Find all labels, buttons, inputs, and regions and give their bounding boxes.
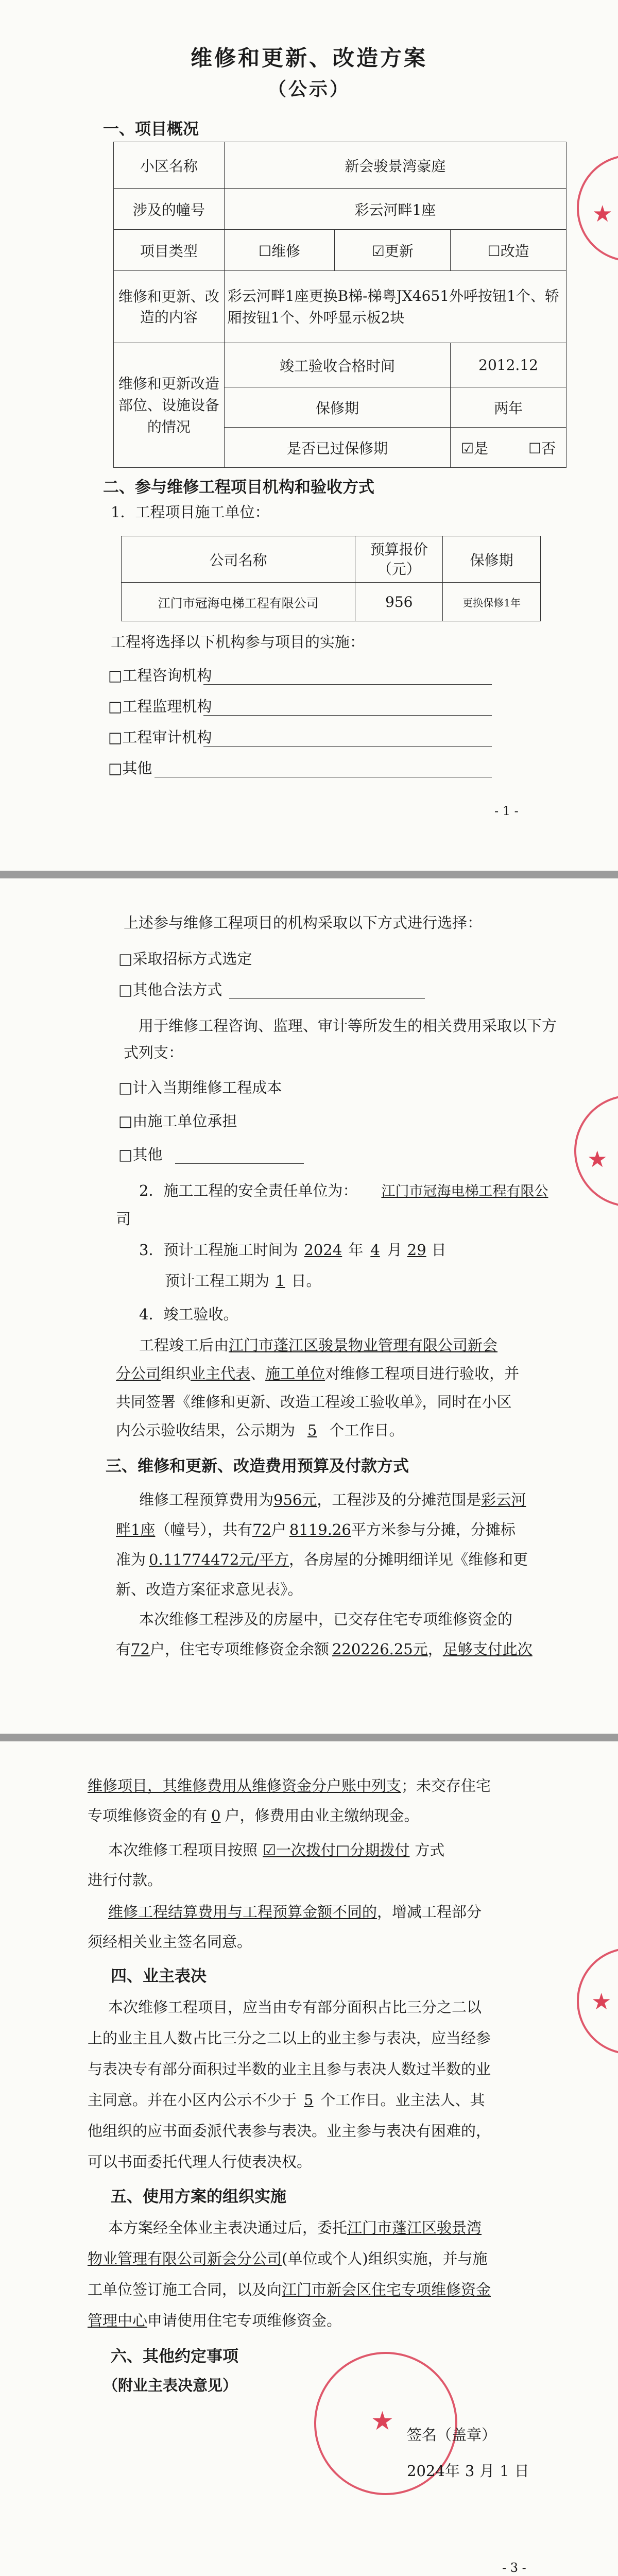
fund-line-2 (116, 1636, 533, 1663)
fee-line-2 (116, 1516, 516, 1543)
impl-text-1: 本方案经全体业主表决通过后，委托 (108, 2219, 348, 2236)
completion-value: 2012.12 (451, 343, 566, 387)
acceptance-text-3: 对维修工程项目进行验收，并 (325, 1365, 520, 1382)
status-label: 维修和更新改造部位、设施设备的情况 (114, 343, 225, 468)
payment-method: ☑一次拨付□分期拨付 (263, 1841, 410, 1859)
cost-method-intro: 用于维修工程咨询、监理、审计等所发生的相关费用采取以下方式列支： (124, 1017, 557, 1061)
fee-scope-2: 畔1座 (116, 1521, 156, 1538)
start-year: 2024 (304, 1241, 342, 1259)
fee-text-3: （幢号），共有 (155, 1521, 252, 1538)
fee-text-4: 户 (271, 1521, 286, 1538)
org-audit-blank (203, 746, 492, 747)
start-day-unit: 日 (431, 1241, 447, 1259)
fund-text-2: 户，住宅专项维修资金余额 (149, 1640, 329, 1658)
fee-line-4: 新、改造方案征求意见表》。 (116, 1581, 303, 1598)
safety-unit-line (139, 1177, 548, 1205)
document-subtitle: （公示） (267, 78, 350, 100)
community-label: 小区名称 (114, 142, 225, 189)
acceptance-line-3: 共同签署《维修和更新、改造工程竣工验收单》，同时在小区 (116, 1393, 512, 1411)
page-number-1: - 1 - (494, 804, 519, 818)
section-heading-institutions: 二、参与维修工程项目机构和验收方式 (103, 478, 374, 497)
seal-star-icon: ★ (587, 1146, 608, 1173)
impl-org-3: 江门市新会区住宅专项维修资金 (282, 2281, 491, 2298)
acceptance-line-1 (139, 1332, 497, 1359)
selection-method-intro: 上述参与维修工程项目的机构采取以下方式进行选择： (124, 914, 483, 931)
section-heading-vote: 四、业主表决 (111, 1967, 207, 1986)
sign-year: 2024 (407, 2462, 445, 2480)
sign-year-unit: 年 (444, 2462, 460, 2480)
acceptance-org-2: 分公司 (116, 1365, 161, 1382)
building-value: 彩云河畔1座 (224, 189, 566, 230)
document-page-1 (0, 0, 618, 871)
fund-cont-line-1 (88, 1772, 491, 1799)
warranty-label: 保修期 (224, 387, 450, 428)
org-supervision: □工程监理机构 (108, 698, 212, 715)
vote-text-4: 主同意。并在小区内公示不少于 (88, 2091, 297, 2109)
sign-month-unit: 月 (479, 2462, 495, 2480)
cost-option-other-blank (175, 1163, 304, 1164)
org-consult-blank (203, 684, 492, 685)
start-day: 29 (407, 1241, 426, 1259)
fee-scope-1: 彩云河 (481, 1491, 526, 1509)
option-other-legal-blank (229, 998, 425, 999)
project-overview-table (113, 142, 566, 468)
acceptance-owner-rep: 业主代表 (191, 1365, 251, 1382)
page-number-3: - 3 - (502, 2561, 526, 2575)
company-header: 公司名称 (122, 536, 355, 583)
fee-area: 8119.26 (289, 1521, 351, 1538)
org-audit: □工程审计机构 (108, 728, 212, 746)
expired-label: 是否已过保修期 (224, 428, 450, 468)
building-label: 涉及的幢号 (114, 189, 225, 230)
company-name: 江门市冠海电梯工程有限公司 (122, 583, 355, 621)
acceptance-line-4 (116, 1417, 404, 1444)
fee-line-3 (116, 1546, 528, 1573)
vote-text-5: 个工作日。业主法人、其 (320, 2091, 485, 2109)
signature-label: 签名（盖章） (407, 2426, 497, 2444)
fund-text-1: 有 (116, 1640, 131, 1658)
impl-text-3: 工单位签订施工合同，以及向 (88, 2281, 282, 2298)
period-value: 1 (276, 1272, 285, 1290)
vote-line-1: 本次维修工程项目，应当由专有部分面积占比三分之二以 (108, 1998, 482, 2016)
construction-unit-heading: 1．工程项目施工单位： (111, 503, 270, 521)
budget-header: 预算报价（元） (355, 536, 443, 583)
sign-day-unit: 日 (514, 2462, 529, 2480)
content-label: 维修和更新、改造的内容 (114, 271, 225, 343)
acceptance-text-1: 工程竣工后由 (139, 1336, 229, 1354)
org-consult: □工程咨询机构 (108, 667, 212, 684)
warranty-value: 两年 (451, 387, 566, 428)
document-page-2 (0, 878, 618, 1734)
safety-unit-name: 江门市冠海电梯工程有限公 (381, 1183, 548, 1199)
fund-text-3: 足够支付此次 (442, 1640, 533, 1658)
institutions-intro: 工程将选择以下机构参与项目的实施： (111, 633, 365, 651)
fee-text-7: ，各房屋的分摊明细详见《维修和更 (289, 1551, 528, 1568)
settlement-text-2: ，增减工程部分 (377, 1903, 482, 1921)
seal-star-icon: ★ (591, 1989, 612, 2015)
period-prefix: 预计工程工期为 (165, 1272, 270, 1290)
impl-text-2: (单位或个人)组织实施，并与施 (282, 2250, 488, 2267)
impl-org-1: 江门市蓬江区骏景湾 (347, 2219, 482, 2236)
fund-cont-text-4: 户，修费用由业主缴纳现金。 (225, 1807, 419, 1824)
signature-date (407, 2458, 529, 2484)
no-fund-households: 0 (211, 1807, 221, 1824)
sign-day: 1 (500, 2462, 509, 2480)
fund-households: 72 (131, 1640, 150, 1658)
vote-line-6: 可以书面委托代理人行使表决权。 (88, 2153, 312, 2171)
start-time-line (139, 1236, 447, 1263)
impl-line-1 (108, 2214, 482, 2241)
section-heading-other: 六、其他约定事项 (111, 2347, 238, 2366)
acceptance-org-1: 江门市蓬江区骏景物业管理有限公司新会 (229, 1336, 498, 1354)
fee-rate: 0.11774472元/平方 (149, 1551, 289, 1568)
start-time-prefix: 3．预计工程施工时间为 (139, 1241, 298, 1259)
cost-option-current: □计入当期维修工程成本 (118, 1079, 282, 1096)
type-label: 项目类型 (114, 230, 225, 271)
fund-balance: 220226.25元 (332, 1640, 428, 1658)
org-supervision-blank (203, 715, 492, 716)
impl-line-4 (88, 2307, 341, 2334)
type-option-repair: ☐维修 (224, 230, 335, 271)
acceptance-text-2: 组织 (161, 1365, 191, 1382)
expired-yes: ☑是 (461, 439, 489, 457)
acceptance-text-5: 个工作日。 (329, 1421, 404, 1439)
period-line (165, 1267, 321, 1294)
cost-option-other: □其他 (118, 1146, 163, 1163)
section-heading-implementation: 五、使用方案的组织实施 (111, 2188, 286, 2206)
fee-text-6: 准为 (116, 1551, 146, 1568)
document-page-3 (0, 1741, 618, 2576)
fee-text-1: 维修工程预算费用为 (139, 1491, 274, 1509)
document-title: 维修和更新、改造方案 (190, 45, 427, 71)
settlement-line-2: 须经相关业主签名同意。 (88, 1933, 252, 1951)
vote-line-5: 他组织的应书面委派代表参与表决。业主参与表决有困难的， (88, 2122, 491, 2140)
impl-org-2: 物业管理有限公司新会分公司 (88, 2250, 282, 2267)
section-heading-overview: 一、项目概况 (103, 120, 199, 139)
safety-unit-prefix: 2．施工工程的安全责任单位为： (139, 1182, 358, 1199)
fee-budget: 956元 (273, 1491, 317, 1509)
stamp-star-icon: ★ (371, 2406, 394, 2436)
impl-line-2 (88, 2245, 488, 2272)
option-tender: □采取招标方式选定 (118, 950, 252, 968)
fund-line-1: 本次维修工程涉及的房屋中，已交存住宅专项维修资金的 (139, 1611, 513, 1628)
fund-cont-line-2 (88, 1802, 419, 1829)
fee-text-5: 平方米参与分摊，分摊标 (351, 1521, 516, 1538)
start-year-unit: 年 (348, 1241, 364, 1259)
budget-value: 956 (355, 583, 443, 621)
attachment-note: （附业主表决意见） (103, 2377, 238, 2394)
payment-line (108, 1837, 444, 1863)
cost-option-contractor: □由施工单位承担 (118, 1112, 237, 1130)
option-other-legal: □其他合法方式 (118, 981, 222, 998)
community-value: 新会骏景湾豪庭 (224, 142, 566, 189)
payment-text-1: 本次维修工程项目按照 (108, 1841, 258, 1859)
period-suffix: 日。 (291, 1272, 321, 1290)
acceptance-text-4: 内公示验收结果，公示期为 (116, 1421, 296, 1439)
seal-star-icon: ★ (592, 201, 613, 227)
payment-text-2: 方式 (415, 1841, 445, 1859)
impl-text-4: 申请使用住宅专项维修资金。 (147, 2312, 342, 2329)
impl-line-3 (88, 2276, 491, 2303)
settlement-text-1: 维修工程结算费用与工程预算金额不同的 (108, 1903, 377, 1921)
fund-cont-text-3: 专项维修资金的有 (88, 1807, 208, 1824)
content-value: 彩云河畔1座更换B梯-梯粤JX4651外呼按钮1个、轿厢按钮1个、外呼显示板2块 (224, 271, 566, 343)
acceptance-line-2 (116, 1360, 519, 1387)
acceptance-sep: 、 (250, 1365, 266, 1382)
fund-cont-text-2: ；未交存住宅 (401, 1777, 491, 1794)
fee-line-1 (139, 1486, 526, 1513)
payment-line-2: 进行付款。 (88, 1871, 163, 1889)
type-option-renew: ☑更新 (335, 230, 451, 271)
vote-line-2: 上的业主且人数占比三分之二以上的业主参与表决，应当经参 (88, 2029, 491, 2047)
impl-org-4: 管理中心 (88, 2312, 148, 2329)
acceptance-days: 5 (307, 1421, 317, 1439)
construction-unit-table (121, 536, 541, 621)
completion-label: 竣工验收合格时间 (224, 343, 450, 387)
sign-month: 3 (465, 2462, 475, 2480)
vote-line-4 (88, 2087, 485, 2113)
acceptance-contractor: 施工单位 (265, 1365, 325, 1382)
fee-households: 72 (252, 1521, 271, 1538)
acceptance-heading: 4．竣工验收。 (139, 1306, 238, 1323)
warranty-header: 保修期 (443, 536, 541, 583)
start-month-unit: 月 (387, 1241, 402, 1259)
expired-choices (451, 428, 566, 468)
safety-unit-end: 司 (116, 1210, 131, 1228)
section-heading-budget: 三、维修和更新、改造费用预算及付款方式 (106, 1457, 409, 1476)
fund-cont-text-1: 维修项目，其维修费用从维修资金分户账中列支 (88, 1777, 402, 1794)
type-option-modify: ☐改造 (451, 230, 566, 271)
warranty-value-unit: 更换保修1年 (443, 583, 541, 621)
vote-line-3: 与表决专有部分面积过半数的业主且参与表决人数过半数的业 (88, 2060, 491, 2078)
expired-no: ☐否 (528, 439, 556, 457)
start-month: 4 (370, 1241, 380, 1259)
fund-sep: ， (427, 1640, 443, 1658)
org-other: □其他 (108, 759, 152, 777)
fee-text-2: ，工程涉及的分摊范围是 (317, 1491, 482, 1509)
settlement-line (108, 1899, 482, 1925)
vote-days: 5 (304, 2091, 314, 2109)
